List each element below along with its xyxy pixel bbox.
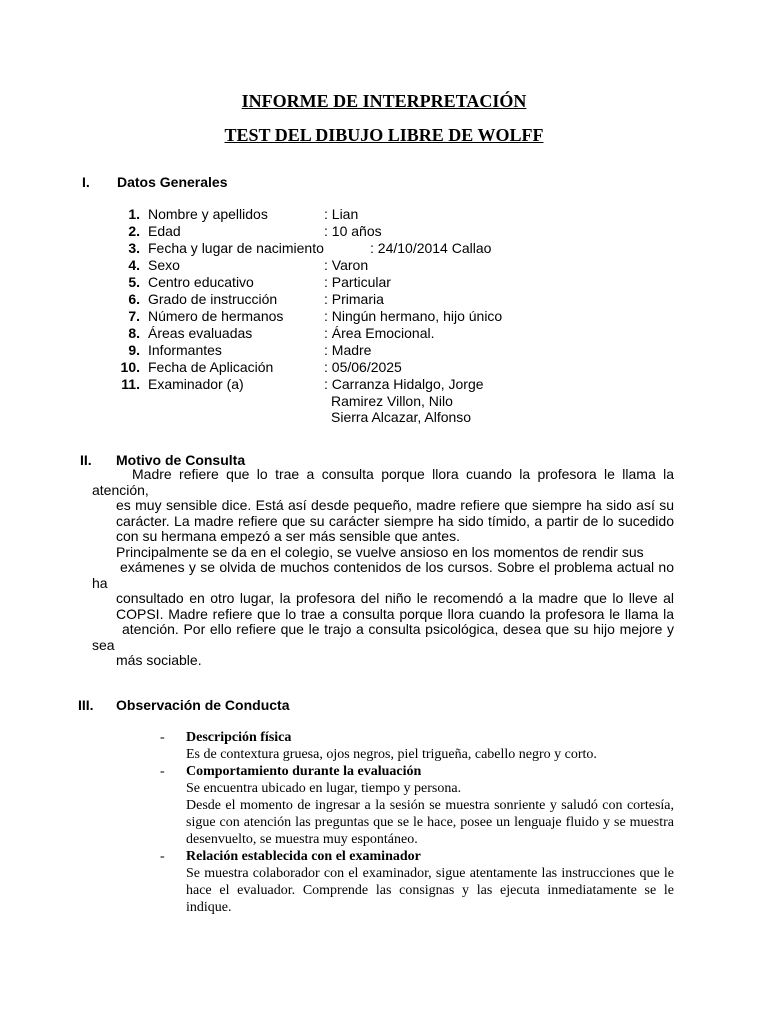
section2-number: II. <box>80 452 92 468</box>
item-text: Desde el momento de ingresar a la sesión se muestra sonriente y saludó con cortesía, sigue con atención las preguntas que se le hace, posee un lenguaje fluido y se muestra desenvuelto, se muestra muy espontáneo. <box>186 798 674 847</box>
item-label: Nombre y apellidos <box>148 206 268 222</box>
paragraph-line: consultado en otro lugar, la profesora del niño le recomendó a la madre que lo lleve al <box>116 590 674 606</box>
section1-title: Datos Generales <box>117 174 228 190</box>
observation-list <box>160 729 674 916</box>
paragraph-line: ha <box>92 574 108 591</box>
paragraph-line: Madre refiere que lo trae a consulta porque llora cuando la profesora le llama la <box>132 466 674 482</box>
item-value: : Carranza Hidalgo, Jorge <box>324 376 484 392</box>
item-number: 1. <box>128 206 140 222</box>
item-value: : Varon <box>324 257 369 273</box>
report-title: INFORME DE INTERPRETACIÓN <box>241 91 527 111</box>
item-value: : 24/10/2014 Callao <box>370 240 492 256</box>
examiner-name: Ramirez Villon, Nilo <box>331 393 453 409</box>
item-text: Es de contextura gruesa, ojos negros, piel trigueña, cabello negro y corto. <box>186 747 597 762</box>
item-value: : Lian <box>324 206 359 222</box>
item-label: Edad <box>148 223 181 239</box>
item-number: 3. <box>128 240 140 256</box>
paragraph-line: con su hermana empezó a ser más sensible que antes. <box>116 528 460 544</box>
motivo-paragraph <box>92 467 674 669</box>
paragraph-line: COPSI. Madre refiere que lo trae a consulta porque llora cuando la profesora le llama la <box>116 605 674 622</box>
item-number: 6. <box>128 291 140 307</box>
item-number: 8. <box>128 325 140 341</box>
item-heading: Comportamiento durante la evaluación <box>186 764 422 779</box>
item-label: Áreas evaluadas <box>148 325 253 341</box>
item-label: Sexo <box>148 257 180 273</box>
paragraph-line: más sociable. <box>116 652 202 668</box>
paragraph-line: carácter. La madre refiere que su carácter siempre ha sido tímido, a partir de lo sucedido <box>116 512 674 529</box>
item-text: Se encuentra ubicado en lugar, tiempo y persona. <box>186 781 462 796</box>
item-value: : 05/06/2025 <box>324 359 402 375</box>
bullet-dash: - <box>160 764 165 779</box>
item-label: Centro educativo <box>148 274 254 290</box>
report-subtitle: TEST DEL DIBUJO LIBRE DE WOLFF <box>224 125 544 145</box>
list-item <box>160 763 674 848</box>
examiner-name: Sierra Alcazar, Alfonso <box>331 409 472 425</box>
item-label: Examinador (a) <box>148 376 244 392</box>
item-value: : 10 años <box>324 223 382 239</box>
item-text: Se muestra colaborador con el examinador, sigue atentamente las instrucciones que le hace el evaluador. Comprende las consignas y las ejecuta inmediatamente se le indique. <box>186 866 674 915</box>
item-value: : Madre <box>324 342 372 358</box>
paragraph-line: atención. Por ello refiere que le trajo a consulta psicológica, desea que su hijo mejore y <box>122 621 674 637</box>
list-item <box>160 848 674 916</box>
item-number: 11. <box>121 376 140 392</box>
item-value: : Área Emocional. <box>324 325 435 341</box>
paragraph-line: es muy sensible dice. Está así desde pequeño, madre refiere que siempre ha sido así su <box>116 497 674 513</box>
paragraph-line: atención, <box>92 481 149 498</box>
section3-title: Observación de Conducta <box>116 697 290 713</box>
item-number: 5. <box>128 274 140 290</box>
item-value: : Particular <box>324 274 391 290</box>
item-value: : Ningún hermano, hijo único <box>324 308 503 324</box>
item-label: Número de hermanos <box>148 308 284 324</box>
section1-number: I. <box>82 174 90 190</box>
section3-number: III. <box>78 697 94 713</box>
item-number: 9. <box>128 342 140 358</box>
paragraph-line: exámenes y se olvida de muchos contenidos de los cursos. Sobre el problema actual no <box>120 559 674 575</box>
item-label: Fecha de Aplicación <box>148 359 274 375</box>
item-label: Fecha y lugar de nacimiento <box>148 240 324 256</box>
section2-title: Motivo de Consulta <box>116 452 246 468</box>
bullet-dash: - <box>160 849 165 864</box>
item-label: Informantes <box>148 342 222 358</box>
item-heading: Relación establecida con el examinador <box>186 849 421 864</box>
list-item <box>160 729 674 763</box>
item-number: 7. <box>128 308 140 324</box>
item-heading: Descripción física <box>186 730 292 745</box>
paragraph-line: sea <box>92 636 115 653</box>
bullet-dash: - <box>160 730 165 745</box>
paragraph-line: Principalmente se da en el colegio, se vuelve ansioso en los momentos de rendir sus <box>116 543 644 560</box>
item-label: Grado de instrucción <box>148 291 278 307</box>
item-number: 4. <box>128 257 140 273</box>
item-value: : Primaria <box>324 291 384 307</box>
item-number: 10. <box>120 359 140 375</box>
item-number: 2. <box>128 223 140 239</box>
